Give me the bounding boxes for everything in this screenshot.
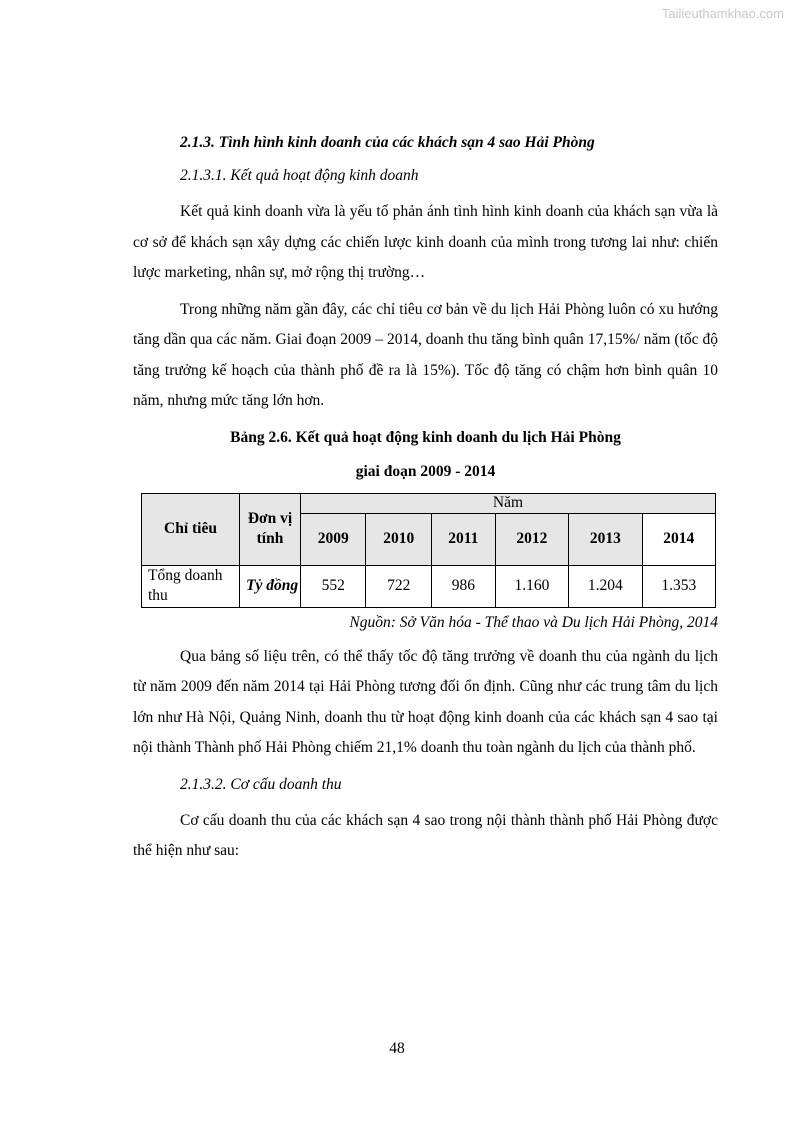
table-source: Nguồn: Sở Văn hóa - Thể thao và Du lịch Hải Phòng, 2014 [349,613,718,631]
table-cell: 1.160 [495,565,568,607]
paragraph-structure: Cơ cấu doanh thu của các khách sạn 4 sao trong nội thành thành phố Hải Phòng được thể hiện như sau: [133,811,718,859]
page-number: 48 [389,1040,405,1057]
paragraph-results-intro: Kết quả kinh doanh vừa là yếu tố phản ánh tình hình kinh doanh của khách sạn vừa là cơ sở để khách sạn xây dựng các chiến lược kinh doanh của mình trong tương lai như: chiến lược marketing, nhân sự, mở rộng thị trường… [133,203,718,281]
header-indicator: Chỉ tiêu [142,493,240,565]
revenue-table [141,493,716,608]
table-caption-title: Bảng 2.6. Kết quả hoạt động kinh doanh du lịch Hải Phòng [230,428,621,446]
paragraph-analysis: Qua bảng số liệu trên, có thể thấy tốc độ tăng trưởng về doanh thu của ngành du lịch từ năm 2009 đến năm 2014 tại Hải Phòng tương đối ổn định. Cũng như các trung tâm du lịch lớn như Hà Nội, Quảng Ninh, doanh thu từ hoạt động kinh doanh của các khách sạn 4 sao tại nội thành Thành phố Hải Phòng chiếm 21,1% doanh thu toàn ngành du lịch của thành phố. [133,647,718,756]
header-year: 2010 [366,513,431,565]
watermark-text: Tailieuthamkhao.com [661,6,784,21]
section-heading: 2.1.3. Tình hình kinh doanh của các khách sạn 4 sao Hải Phòng [180,134,595,151]
row-unit: Tỷ đồng [240,565,301,607]
subsection-heading-results: 2.1.3.1. Kết quả hoạt động kinh doanh [180,167,419,184]
row-label: Tổng doanh thu [142,565,240,607]
header-year: 2009 [301,513,366,565]
table-cell: 722 [366,565,431,607]
table-caption-period: giai đoạn 2009 - 2014 [355,462,496,480]
header-year: 2011 [431,513,495,565]
header-unit: Đơn vị tính [240,493,301,565]
header-year: 2014 [642,513,715,565]
table-cell: 986 [431,565,495,607]
paragraph-growth: Trong những năm gần đây, các chỉ tiêu cơ bản về du lịch Hải Phòng luôn có xu hướng tăng dần qua các năm. Giai đoạn 2009 – 2014, doanh thu tăng bình quân 17,15%/ năm (tốc độ tăng trưởng kế hoạch của thành phố đề ra là 15%). Tốc độ tăng có chậm hơn bình quân 10 năm, nhưng mức tăng lớn hơn. [133,300,718,409]
table-cell: 1.353 [642,565,715,607]
header-year-group: Năm [301,493,716,513]
header-year: 2012 [495,513,568,565]
document-body [133,128,718,867]
header-year: 2013 [569,513,642,565]
subsection-heading-structure: 2.1.3.2. Cơ cấu doanh thu [180,775,342,793]
table-cell: 1.204 [569,565,642,607]
table-row [142,565,716,607]
table-cell: 552 [301,565,366,607]
